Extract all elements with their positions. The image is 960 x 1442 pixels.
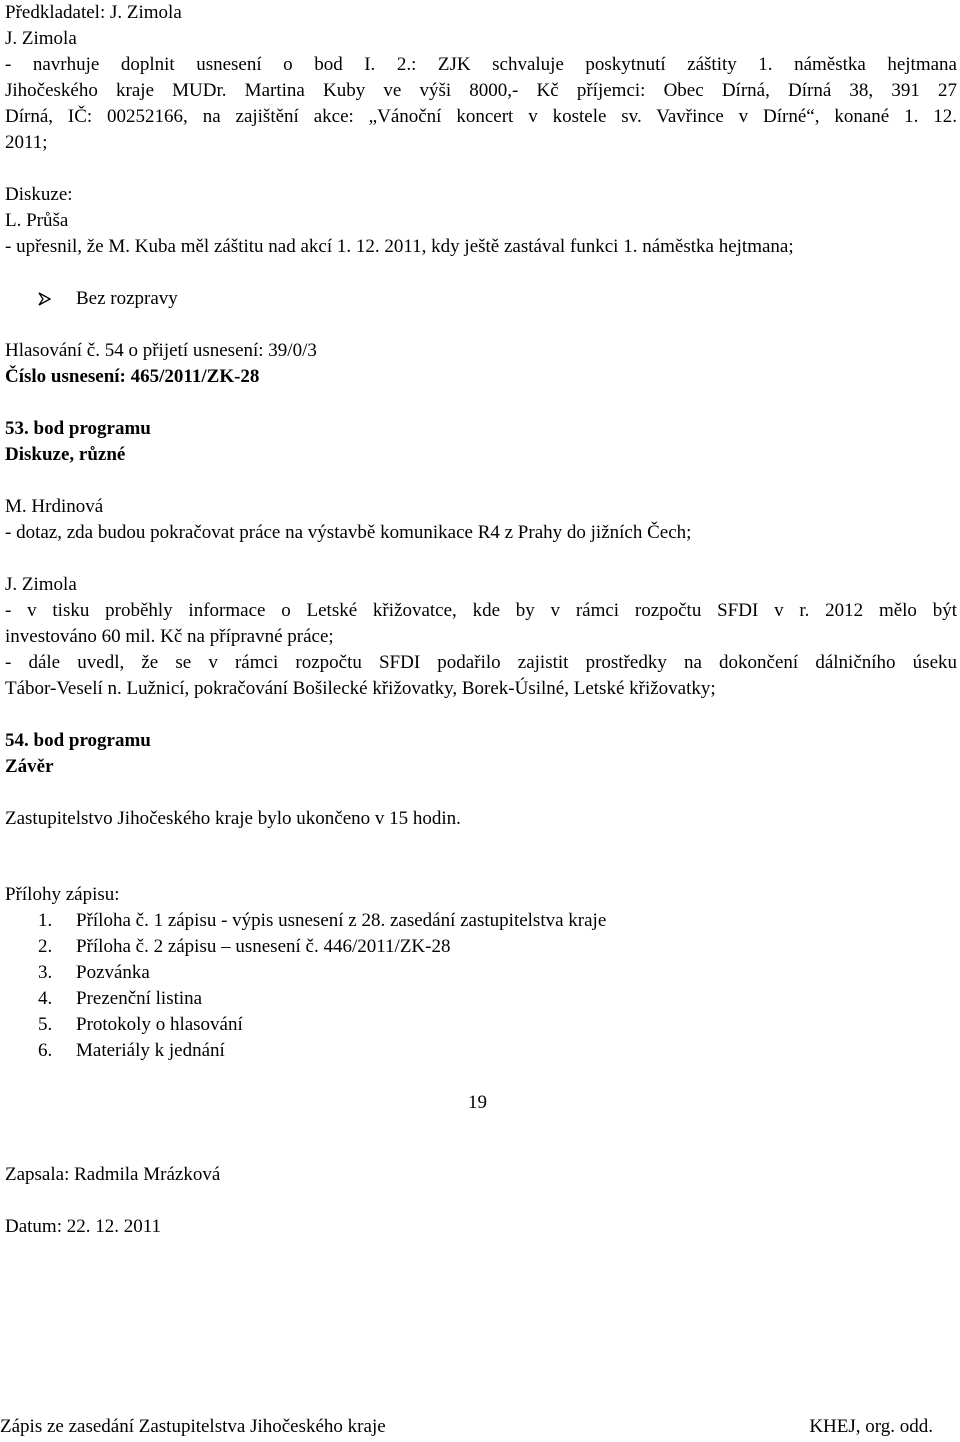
section-title: 54. bod programu <box>5 730 151 751</box>
list-item: 1. Příloha č. 1 zápisu - výpis usnesení z 28. zasedání zastupitelstva kraje <box>38 910 607 931</box>
footer-title: Zápis ze zasedání Zastupitelstva Jihočeského kraje <box>0 1416 386 1437</box>
arrowhead-bullet-icon <box>38 292 51 306</box>
list-item: 6. Materiály k jednání <box>38 1040 225 1061</box>
discussion-label: Diskuze: <box>5 184 73 205</box>
bullet-item <box>38 286 178 312</box>
footer-department: KHEJ, org. odd. <box>809 1416 933 1437</box>
section-title: 53. bod programu <box>5 418 151 439</box>
list-item: 5. Protokoly o hlasování <box>38 1014 243 1035</box>
list-item: 4. Prezenční listina <box>38 988 203 1009</box>
resolution-number: Číslo usnesení: 465/2011/ZK-28 <box>5 366 260 387</box>
speaker-remark: investováno 60 mil. Kč na přípravné práce; <box>5 626 334 647</box>
attachments-label: Přílohy zápisu: <box>5 884 120 905</box>
speaker-name: M. Hrdinová <box>5 496 104 517</box>
speaker-remark: - dále uvedl, že se v rámci rozpočtu SFDI podařilo zajistit prostředky na dokončení dálničního úseku <box>5 652 957 673</box>
date-line: Datum: 22. 12. 2011 <box>5 1216 162 1237</box>
proposal-text-line: Dírná, IČ: 00252166, na zajištění akce: „Vánoční koncert v kostele sv. Vavřince v Dírné“, konané 1. 12. <box>5 106 957 127</box>
speaker-name: J. Zimola <box>5 574 77 595</box>
speaker-name: J. Zimola <box>5 28 77 49</box>
document-page <box>5 0 957 1442</box>
list-item: 2. Příloha č. 2 zápisu – usnesení č. 446/2011/ZK-28 <box>38 936 451 957</box>
recorder-line: Zapsala: Radmila Mrázková <box>5 1164 221 1185</box>
discussion-remark: - upřesnil, že M. Kuba měl záštitu nad akcí 1. 12. 2011, kdy ještě zastával funkci 1. náměstka hejtmana; <box>5 236 794 257</box>
bullet-text: Bez rozpravy <box>76 288 178 309</box>
page-number: 19 <box>468 1092 487 1113</box>
proposal-text-line: Jihočeského kraje MUDr. Martina Kuby ve výši 8000,- Kč příjemci: Obec Dírná, Dírná 38, 391 27 <box>5 80 957 101</box>
closing-statement: Zastupitelstvo Jihočeského kraje bylo ukončeno v 15 hodin. <box>5 808 461 829</box>
proposer-line: Předkladatel: J. Zimola <box>5 2 182 23</box>
proposal-text-line: 2011; <box>5 132 48 153</box>
speaker-remark: - v tisku proběhly informace o Letské křižovatce, kde by v rámci rozpočtu SFDI v r. 2012 mělo být <box>5 600 957 621</box>
speaker-remark: - dotaz, zda budou pokračovat práce na výstavbě komunikace R4 z Prahy do jižních Čech; <box>5 522 692 543</box>
speaker-remark: Tábor-Veselí n. Lužnicí, pokračování Bošilecké křižovatky, Borek-Úsilné, Letské křižovatky; <box>5 678 716 699</box>
vote-line: Hlasování č. 54 o přijetí usnesení: 39/0/3 <box>5 340 317 361</box>
list-item: 3. Pozvánka <box>38 962 150 983</box>
section-subtitle: Závěr <box>5 756 54 777</box>
section-subtitle: Diskuze, různé <box>5 444 126 465</box>
speaker-name: L. Průša <box>5 210 69 231</box>
proposal-text-line: - navrhuje doplnit usnesení o bod I. 2.: ZJK schvaluje poskytnutí záštity 1. náměstka hejtmana <box>5 54 957 75</box>
